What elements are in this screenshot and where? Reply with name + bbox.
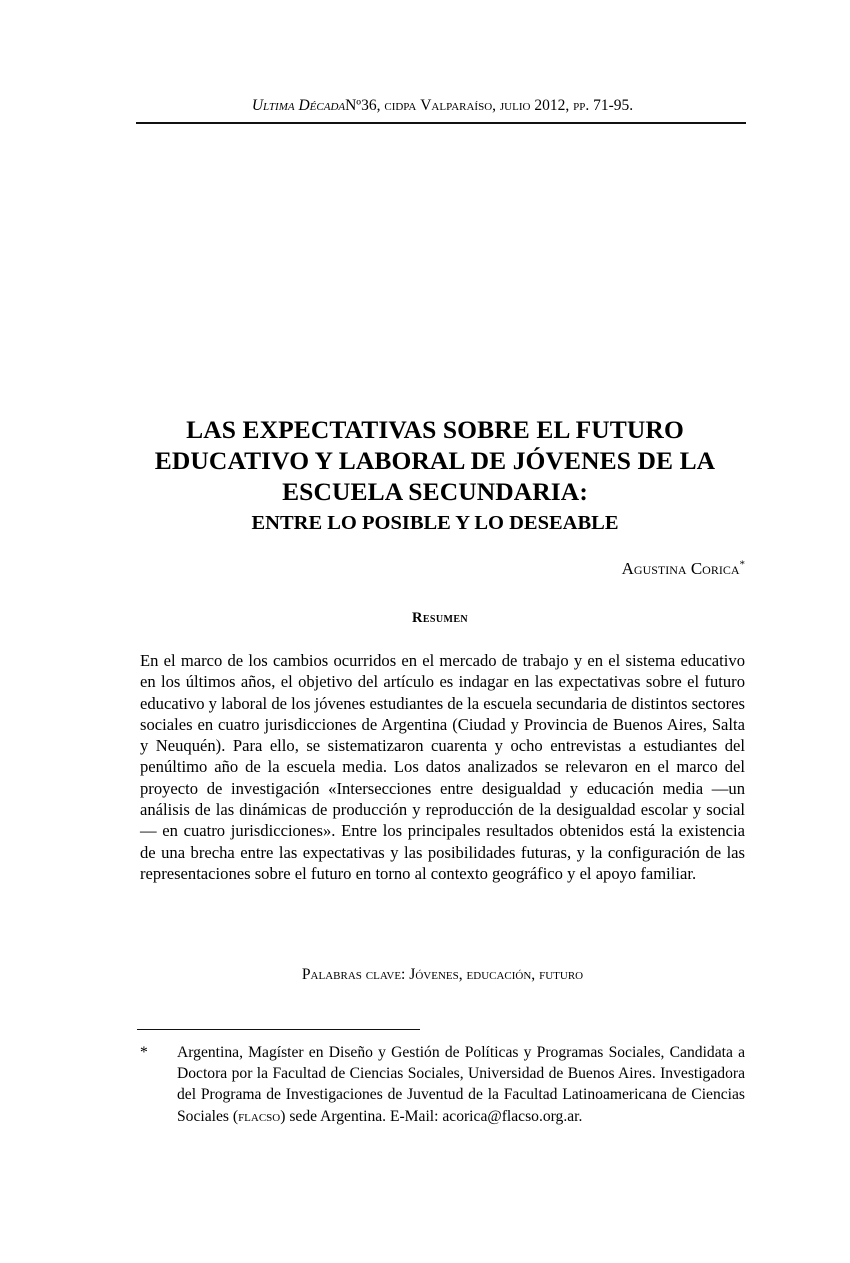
running-head: Ultima DécadaNº36, cidpa Valparaíso, julio 2012, pp. 71-95. (251, 97, 634, 114)
author-footnote-marker: * (739, 558, 745, 571)
author-name: Agustina Corica (621, 559, 740, 578)
footnote-row (140, 1042, 745, 1127)
page-range: 71-95. (593, 97, 634, 114)
footnote-marker: * (140, 1044, 148, 1061)
abstract-body: En el marco de los cambios ocurridos en el mercado de trabajo y en el sistema educativo en los últimos años, el objetivo del artículo es indagar en las expectativas sobre el futuro educativo y laboral de los jóvenes estudiantes de la escuela secundaria de distintos sectores sociales en cuatro jurisdicciones de Argentina (Ciudad y Provincia de Buenos Aires, Salta y Neuquén). Para ello, se sistematizaron cuarenta y ocho entrevistas a estudiantes del penúltimo año de la escuela media. Los datos analizados se relevaron en el marco del proyecto de investigación «Intersecciones entre desigualdad y educación media —un análisis de las dinámicas de producción y reproducción de la desigualdad escolar y social— en cuatro jurisdicciones». Entre los principales resultados obtenidos está la existencia de una brecha entre las expectativas y las posibilidades futuras, y la configuración de las representaciones sobre el futuro en torno al contexto geográfico y el apoyo familiar. (140, 651, 746, 883)
article-title-block (125, 414, 745, 537)
footnote-text-part-1: Argentina, Magíster en Diseño y Gestión de Políticas y Programas Sociales, Candidata a Doctora por la Facultad de Ciencias Sociales, Universidad de Buenos Aires. Investigadora del Programa de Investigaciones de Juventud de la Facultad Latinoamericana de Ciencias Sociales ( (177, 1044, 745, 1125)
footnote-text-part-2: ) sede Argentina. E-Mail: acorica@flacso.org.ar. (280, 1107, 583, 1125)
keywords-terms: Jóvenes, educación, futuro (409, 966, 584, 983)
journal-name: Ultima Década (251, 97, 346, 114)
article-title-line-1: LAS EXPECTATIVAS SOBRE EL FUTURO (186, 415, 684, 444)
publisher-city: Valparaíso (420, 97, 493, 114)
publisher-name: cidpa (384, 97, 417, 114)
author-byline (125, 558, 745, 580)
header-divider (136, 122, 746, 124)
footnote-text (177, 1042, 745, 1127)
article-title-line-2: EDUCATIVO Y LABORAL DE JÓVENES DE LA (154, 446, 716, 475)
article-title-line-3: ESCUELA SECUNDARIA: (282, 477, 588, 506)
publication-year: 2012 (534, 97, 566, 114)
article-title (125, 414, 745, 507)
keywords-label: Palabras clave: (301, 966, 406, 983)
abstract-heading: Resumen (411, 610, 469, 626)
footnote-block (140, 1042, 745, 1127)
article-subtitle: ENTRE LO POSIBLE Y LO DESEABLE (251, 512, 619, 534)
footnote-divider (137, 1029, 420, 1030)
publication-month: julio (499, 97, 531, 114)
pages-label: pp. (573, 97, 590, 114)
keywords-line (140, 964, 745, 985)
issue-number: Nº36 (345, 97, 377, 114)
footnote-acronym: flacso (238, 1107, 281, 1125)
